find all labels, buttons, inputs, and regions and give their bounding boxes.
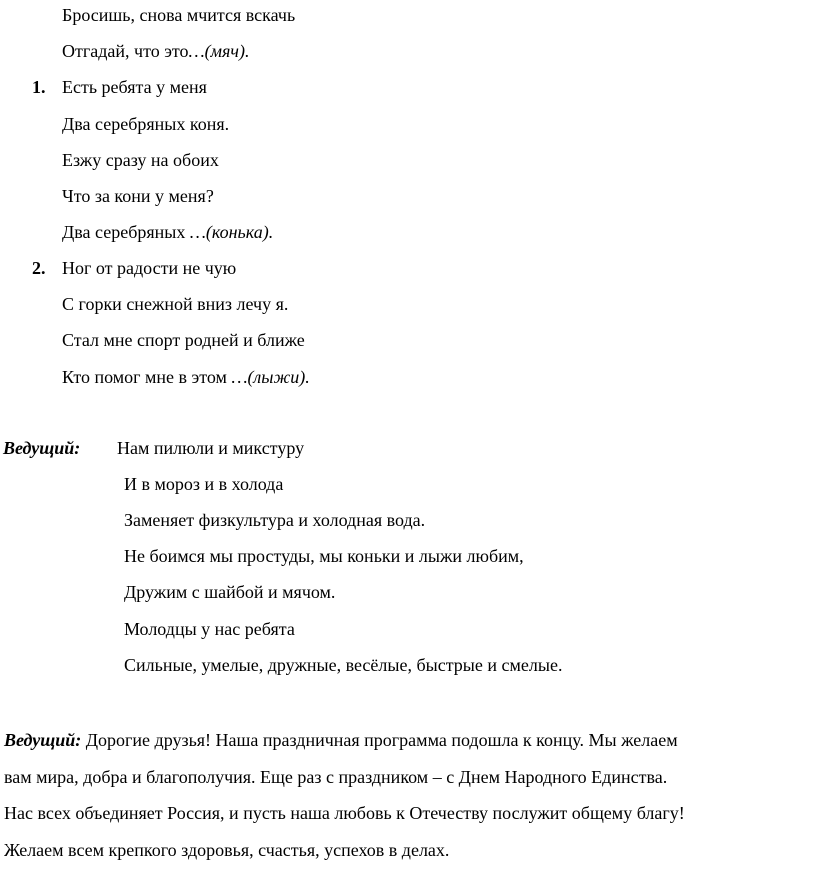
riddle-line xyxy=(62,366,310,388)
poem-line: Нам пилюли и микстуру xyxy=(117,438,305,458)
poem-line: Сильные, умелые, дружные, весёлые, быстрые и смелые. xyxy=(124,655,563,675)
riddle-line: Бросишь, снова мчится вскачь xyxy=(62,5,296,25)
riddle-number: 1. xyxy=(32,77,46,97)
riddle-line: С горки снежной вниз лечу я. xyxy=(62,294,289,314)
speaker-label: Ведущий: xyxy=(4,730,82,750)
poem-line: Дружим с шайбой и мячом. xyxy=(124,582,336,602)
riddle-line: Два серебряных коня. xyxy=(62,114,230,134)
paragraph-line: Нас всех объединяет Россия, и пусть наша любовь к Отечеству послужит общему благу! xyxy=(4,803,685,823)
riddle-line xyxy=(62,221,273,243)
poem-line: И в мороз и в холода xyxy=(124,474,284,494)
paragraph-text: Дорогие друзья! Наша праздничная программа подошла к концу. Мы желаем xyxy=(81,730,678,750)
riddle-line xyxy=(62,40,250,62)
riddle-line: Что за кони у меня? xyxy=(62,186,214,206)
paragraph-line: Желаем всем крепкого здоровья, счастья, успехов в делах. xyxy=(4,839,450,860)
poem-line: Заменяет физкультура и холодная вода. xyxy=(124,510,426,530)
riddle-text: Два серебряных xyxy=(62,222,190,242)
paragraph-line: вам мира, добра и благополучия. Еще раз с праздником – с Днем Народного Единства. xyxy=(4,766,668,787)
poem-line: Не боимся мы простуды, мы коньки и лыжи любим, xyxy=(124,546,524,566)
riddle-line: Есть ребята у меня xyxy=(62,77,207,97)
speaker-label: Ведущий: xyxy=(3,438,81,458)
riddle-answer: …(конька). xyxy=(189,222,274,242)
riddle-text: Кто помог мне в этом xyxy=(62,367,232,387)
riddle-number: 2. xyxy=(32,258,46,278)
riddle-line: Ног от радости не чую xyxy=(62,258,237,278)
closing-paragraph xyxy=(4,722,804,868)
riddle-answer: …(лыжи). xyxy=(231,367,310,387)
riddle-text: Отгадай, что это xyxy=(62,41,189,61)
poem-line: Молодцы у нас ребята xyxy=(124,619,295,639)
riddle-answer: …(мяч). xyxy=(188,41,250,61)
riddle-line: Езжу сразу на обоих xyxy=(62,150,219,170)
paragraph-line xyxy=(4,722,804,759)
riddle-line: Стал мне спорт родней и ближе xyxy=(62,330,305,350)
